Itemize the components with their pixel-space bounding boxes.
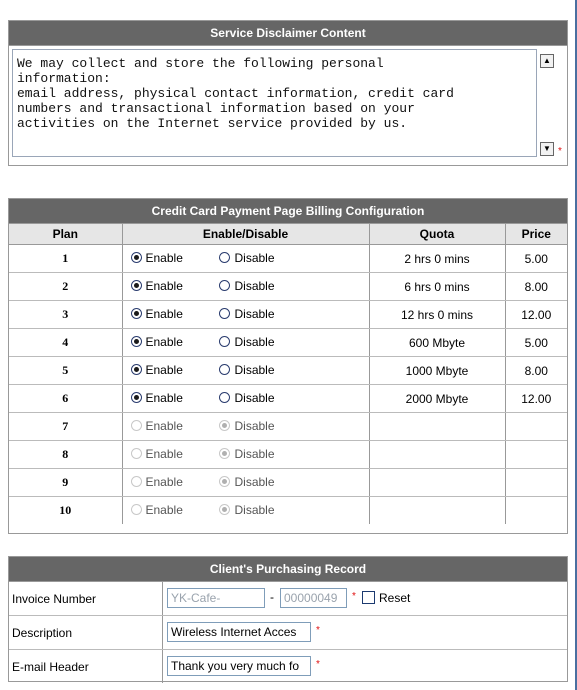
billing-table	[9, 224, 567, 524]
disable-radio[interactable]	[219, 476, 230, 487]
disable-radio[interactable]	[219, 448, 230, 459]
enable-radio[interactable]	[131, 336, 142, 347]
enable-label: Enable	[145, 335, 183, 349]
plan-number: 9	[9, 469, 122, 497]
column-header-enable-disable: Enable/Disable	[122, 224, 369, 245]
invoice-number-label: Invoice Number	[9, 582, 163, 616]
required-asterisk: *	[352, 591, 356, 602]
billing-row	[9, 385, 567, 413]
description-cell	[163, 616, 568, 650]
invoice-separator: -	[270, 590, 274, 604]
price-value: 8.00	[505, 273, 567, 301]
billing-header-row	[9, 224, 567, 245]
plan-number: 10	[9, 497, 122, 525]
enable-label: Enable	[145, 391, 183, 405]
enable-label: Enable	[145, 475, 183, 489]
enable-disable-cell	[122, 413, 369, 441]
disable-radio[interactable]	[219, 420, 230, 431]
required-asterisk: *	[316, 659, 320, 670]
enable-disable-cell	[122, 245, 369, 273]
enable-radio[interactable]	[131, 448, 142, 459]
enable-radio[interactable]	[131, 504, 142, 515]
enable-radio[interactable]	[131, 420, 142, 431]
disclaimer-title: Service Disclaimer Content	[9, 21, 567, 46]
record-table	[9, 582, 567, 683]
billing-row	[9, 497, 567, 525]
required-asterisk: *	[558, 146, 562, 157]
price-value: 12.00	[505, 301, 567, 329]
price-value	[505, 441, 567, 469]
disable-radio[interactable]	[219, 252, 230, 263]
quota-value	[369, 469, 505, 497]
enable-disable-cell	[122, 301, 369, 329]
reset-checkbox[interactable]	[362, 591, 375, 604]
billing-config-panel	[8, 198, 568, 534]
price-value: 12.00	[505, 385, 567, 413]
scroll-down-icon[interactable]: ▼	[540, 142, 554, 156]
disclaimer-panel	[8, 20, 568, 166]
description-row	[9, 616, 567, 650]
enable-disable-cell	[122, 497, 369, 525]
disable-label: Disable	[234, 391, 275, 405]
disable-label: Disable	[234, 335, 275, 349]
column-header-plan: Plan	[9, 224, 122, 245]
quota-value	[369, 497, 505, 525]
reset-label: Reset	[379, 591, 411, 605]
price-value: 5.00	[505, 329, 567, 357]
enable-disable-cell	[122, 441, 369, 469]
plan-number: 6	[9, 385, 122, 413]
enable-disable-cell	[122, 329, 369, 357]
plan-number: 2	[9, 273, 122, 301]
invoice-row	[9, 582, 567, 616]
enable-disable-cell	[122, 357, 369, 385]
quota-value: 6 hrs 0 mins	[369, 273, 505, 301]
invoice-number-cell	[163, 582, 568, 616]
disable-radio[interactable]	[219, 364, 230, 375]
billing-title: Credit Card Payment Page Billing Configuration	[9, 199, 567, 224]
plan-number: 7	[9, 413, 122, 441]
plan-number: 4	[9, 329, 122, 357]
disable-label: Disable	[234, 279, 275, 293]
purchasing-record-panel	[8, 556, 568, 682]
disable-label: Disable	[234, 475, 275, 489]
email-header-cell	[163, 650, 568, 684]
column-header-quota: Quota	[369, 224, 505, 245]
plan-number: 8	[9, 441, 122, 469]
enable-label: Enable	[145, 279, 183, 293]
price-value: 8.00	[505, 357, 567, 385]
quota-value: 2000 Mbyte	[369, 385, 505, 413]
disclaimer-body	[9, 46, 567, 167]
enable-label: Enable	[145, 363, 183, 377]
record-title: Client's Purchasing Record	[9, 557, 567, 582]
price-value: 5.00	[505, 245, 567, 273]
billing-row	[9, 301, 567, 329]
disable-radio[interactable]	[219, 308, 230, 319]
email-header-row	[9, 650, 567, 684]
plan-number: 1	[9, 245, 122, 273]
enable-label: Enable	[145, 503, 183, 517]
invoice-prefix-input[interactable]: YK-Cafe-	[167, 588, 265, 608]
billing-row	[9, 273, 567, 301]
billing-row	[9, 413, 567, 441]
column-header-price: Price	[505, 224, 567, 245]
price-value	[505, 469, 567, 497]
scrollbar-track[interactable]	[540, 68, 554, 142]
disable-label: Disable	[234, 447, 275, 461]
enable-disable-cell	[122, 273, 369, 301]
enable-label: Enable	[145, 251, 183, 265]
enable-radio[interactable]	[131, 252, 142, 263]
disable-label: Disable	[234, 363, 275, 377]
description-label: Description	[9, 616, 163, 650]
price-value	[505, 497, 567, 525]
disable-label: Disable	[234, 307, 275, 321]
quota-value: 12 hrs 0 mins	[369, 301, 505, 329]
quota-value: 1000 Mbyte	[369, 357, 505, 385]
enable-label: Enable	[145, 447, 183, 461]
enable-label: Enable	[145, 419, 183, 433]
enable-radio[interactable]	[131, 280, 142, 291]
email-header-label: E-mail Header	[9, 650, 163, 684]
billing-row	[9, 245, 567, 273]
plan-number: 3	[9, 301, 122, 329]
price-value	[505, 413, 567, 441]
disable-radio[interactable]	[219, 504, 230, 515]
enable-radio[interactable]	[131, 308, 142, 319]
quota-value	[369, 441, 505, 469]
plan-number: 5	[9, 357, 122, 385]
disable-radio[interactable]	[219, 392, 230, 403]
quota-value: 2 hrs 0 mins	[369, 245, 505, 273]
email-header-input[interactable]: Thank you very much fo	[167, 656, 311, 676]
enable-radio[interactable]	[131, 392, 142, 403]
billing-row	[9, 469, 567, 497]
disable-label: Disable	[234, 419, 275, 433]
disable-radio[interactable]	[219, 336, 230, 347]
description-input[interactable]: Wireless Internet Acces	[167, 622, 311, 642]
disable-label: Disable	[234, 251, 275, 265]
enable-radio[interactable]	[131, 476, 142, 487]
disclaimer-textarea[interactable]: We may collect and store the following personal information: email address, physical contact information, credit card numbers and transactional information based on your activities on the Internet service provided by us.	[12, 49, 537, 157]
billing-row	[9, 329, 567, 357]
enable-disable-cell	[122, 469, 369, 497]
enable-disable-cell	[122, 385, 369, 413]
enable-radio[interactable]	[131, 364, 142, 375]
billing-row	[9, 441, 567, 469]
invoice-number-input[interactable]: 00000049	[280, 588, 347, 608]
quota-value: 600 Mbyte	[369, 329, 505, 357]
billing-row	[9, 357, 567, 385]
enable-label: Enable	[145, 307, 183, 321]
disable-radio[interactable]	[219, 280, 230, 291]
required-asterisk: *	[316, 625, 320, 636]
disable-label: Disable	[234, 503, 275, 517]
scroll-up-icon[interactable]: ▲	[540, 54, 554, 68]
quota-value	[369, 413, 505, 441]
